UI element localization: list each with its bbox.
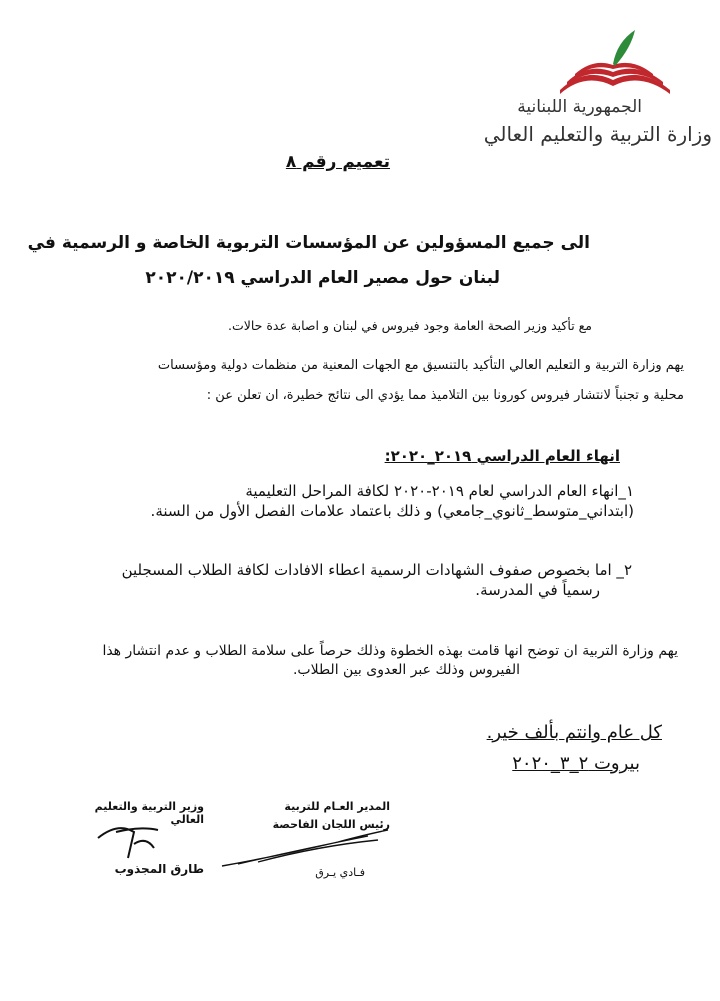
item-1-line-2: (ابتداني_متوسط_ثانوي_جامعي) و ذلك باعتماد علامات الفصل الأول من السنة. xyxy=(150,502,634,520)
director-signature-icon xyxy=(218,826,394,870)
minister-title: وزير التربية والتعليم العالي xyxy=(94,800,204,826)
closing-paragraph-line-2: الفيروس وذلك عبر العدوى بين الطلاب. xyxy=(292,662,520,678)
paragraph-intro: مع تأكيد وزير الصحة العامة وجود فيروس في لبنان و اصابة عدة حالات. xyxy=(227,318,592,333)
minister-name: طارق المجذوب xyxy=(114,862,204,876)
paragraph-announcement-line-2: محلية و تجنباً لانتشار فيروس كورونا بين التلاميذ مما يؤدي الى نتائج خطيرة، ان تعلن عن : xyxy=(206,388,684,403)
director-title-line-1: المدير العـام للتربية xyxy=(284,800,390,813)
director-name: فـادي يـرق xyxy=(315,866,365,879)
minister-signature-icon xyxy=(88,818,168,862)
item-2-line-2: رسمياً في المدرسة. xyxy=(475,581,600,599)
addressee-line-2: لبنان حول مصير العام الدراسي ٢٠٢٠/٢٠١٩ xyxy=(145,268,500,288)
director-title-line-2: رئيس اللجان الفاحصة xyxy=(272,818,390,831)
greeting: كل عام وانتم بألف خير. xyxy=(486,722,662,743)
ministry-logo-icon xyxy=(555,28,675,98)
addressee-line-1: الى جميع المسؤولين عن المؤسسات التربوية الخاصة و الرسمية في xyxy=(27,233,590,253)
paragraph-announcement-line-1: يهم وزارة التربية و التعليم العالي التأكيد بالتنسيق مع الجهات المعنية من منظمات دولية ومؤسسات xyxy=(157,358,684,373)
item-1-line-1: ١_انهاء العام الدراسي لعام ٢٠١٩-٢٠٢٠ لكافة المراحل التعليمية xyxy=(245,482,634,500)
item-2-line-1: ٢_ اما بخصوص صفوف الشهادات الرسمية اعطاء الافادات لكافة الطلاب المسجلين xyxy=(121,561,632,579)
republic-label: الجمهورية اللبنانية xyxy=(517,97,642,117)
circular-title: تعميم رقم ٨ xyxy=(285,152,390,172)
section-heading: انهاء العام الدراسي ٢٠١٩_٢٠٢٠: xyxy=(384,447,620,465)
ministry-label: وزارة التربية والتعليم العالي xyxy=(483,122,712,146)
closing-paragraph-line-1: يهم وزارة التربية ان توضح انها قامت بهذه الخطوة وذلك حرصاً على سلامة الطلاب و عدم انتشار هذا xyxy=(102,643,678,659)
date-place: بيروت ٢_٣_٢٠٢٠ xyxy=(512,753,640,774)
